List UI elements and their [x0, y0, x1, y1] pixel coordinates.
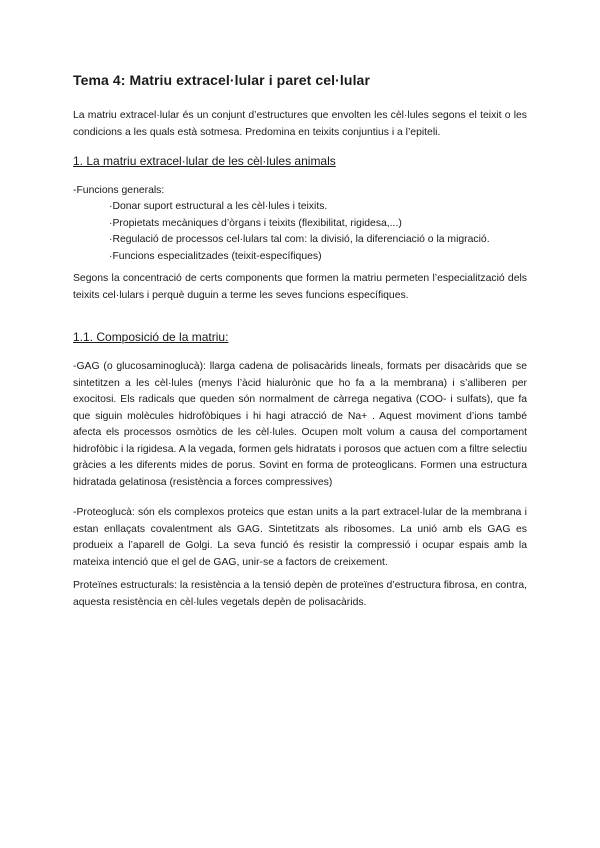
list-item: ·Regulació de processos cel·lulars tal com: la divisió, la diferenciació o la migració. [109, 234, 490, 245]
functions-list [109, 199, 490, 265]
section-1-1-heading: 1.1. Composició de la matriu: [73, 330, 229, 344]
list-item: ·Propietats mecàniques d’òrgans i teixits (flexibilitat, rigidesa,...) [109, 217, 402, 229]
list-item: ·Donar suport estructural a les cèl·lules i teixits. [109, 201, 328, 212]
gag-paragraph: -GAG (o glucosaminoglucà): llarga cadena de polisacàrids lineals, formats per disacàrids que se sintetitzen a les cèl·lules (menys l’àcid hialurònic que ho fa a la membrana) i s’alliberen per exocitosi. Els radicals que queden són normalment de càrrega negativa (COO- i sulfats), que fa que siguin molècules hidrofòbiques i hi hagi atracció de Na+ . Aquest moviment d’ions també afecta els processos osmòtics de les cèl·lules. Ocupen molt volum a causa del comportament hidrofòbic i la rigidesa. A la vegada, formen gels hidratats i porosos que actuen com a filtre selectiu gràcies a les diferents mides de porus. Sovint en forma de proteoglicans. Formen una estructura hidratada gelatinosa (resistència a forces compressives) [73, 361, 527, 488]
functions-label: -Funcions generals: [73, 185, 165, 196]
specialization-paragraph: Segons la concentració de certs components que formen la matriu permeten l’especialització dels teixits cel·lulars i perquè duguin a terme les seves funcions específiques. [73, 273, 527, 301]
list-item: ·Funcions especialitzades (teixit-específiques) [109, 250, 322, 262]
section-1-heading: 1. La matriu extracel·lular de les cèl·lules animals [73, 154, 336, 168]
structural-proteins-paragraph: Proteïnes estructurals: la resistència a la tensió depèn de proteïnes d’estructura fibrosa, en contra, aquesta resistència en cèl·lules vegetals depèn de polisacàrids. [73, 580, 527, 608]
page-title: Tema 4: Matriu extracel·lular i paret cel·lular [73, 72, 370, 88]
intro-paragraph: La matriu extracel·lular és un conjunt d’estructures que envolten les cèl·lules segons el teixit o les condicions a les quals està sotmesa. Predomina en teixits conjuntius i a l’epiteli. [73, 110, 527, 138]
proteoglucan-paragraph: -Proteoglucà: són els complexos proteics que estan units a la part extracel·lular de la membrana i estan enllaçats covalentment als GAG. Sintetitzats als ribosomes. La unió amb els GAG es produeix a l’aparell de Golgi. La seva funció és resistir la compressió i ocupar espais amb la mateixa intenció que el gel de GAG, unir-se a factors de creixement. [73, 507, 527, 568]
